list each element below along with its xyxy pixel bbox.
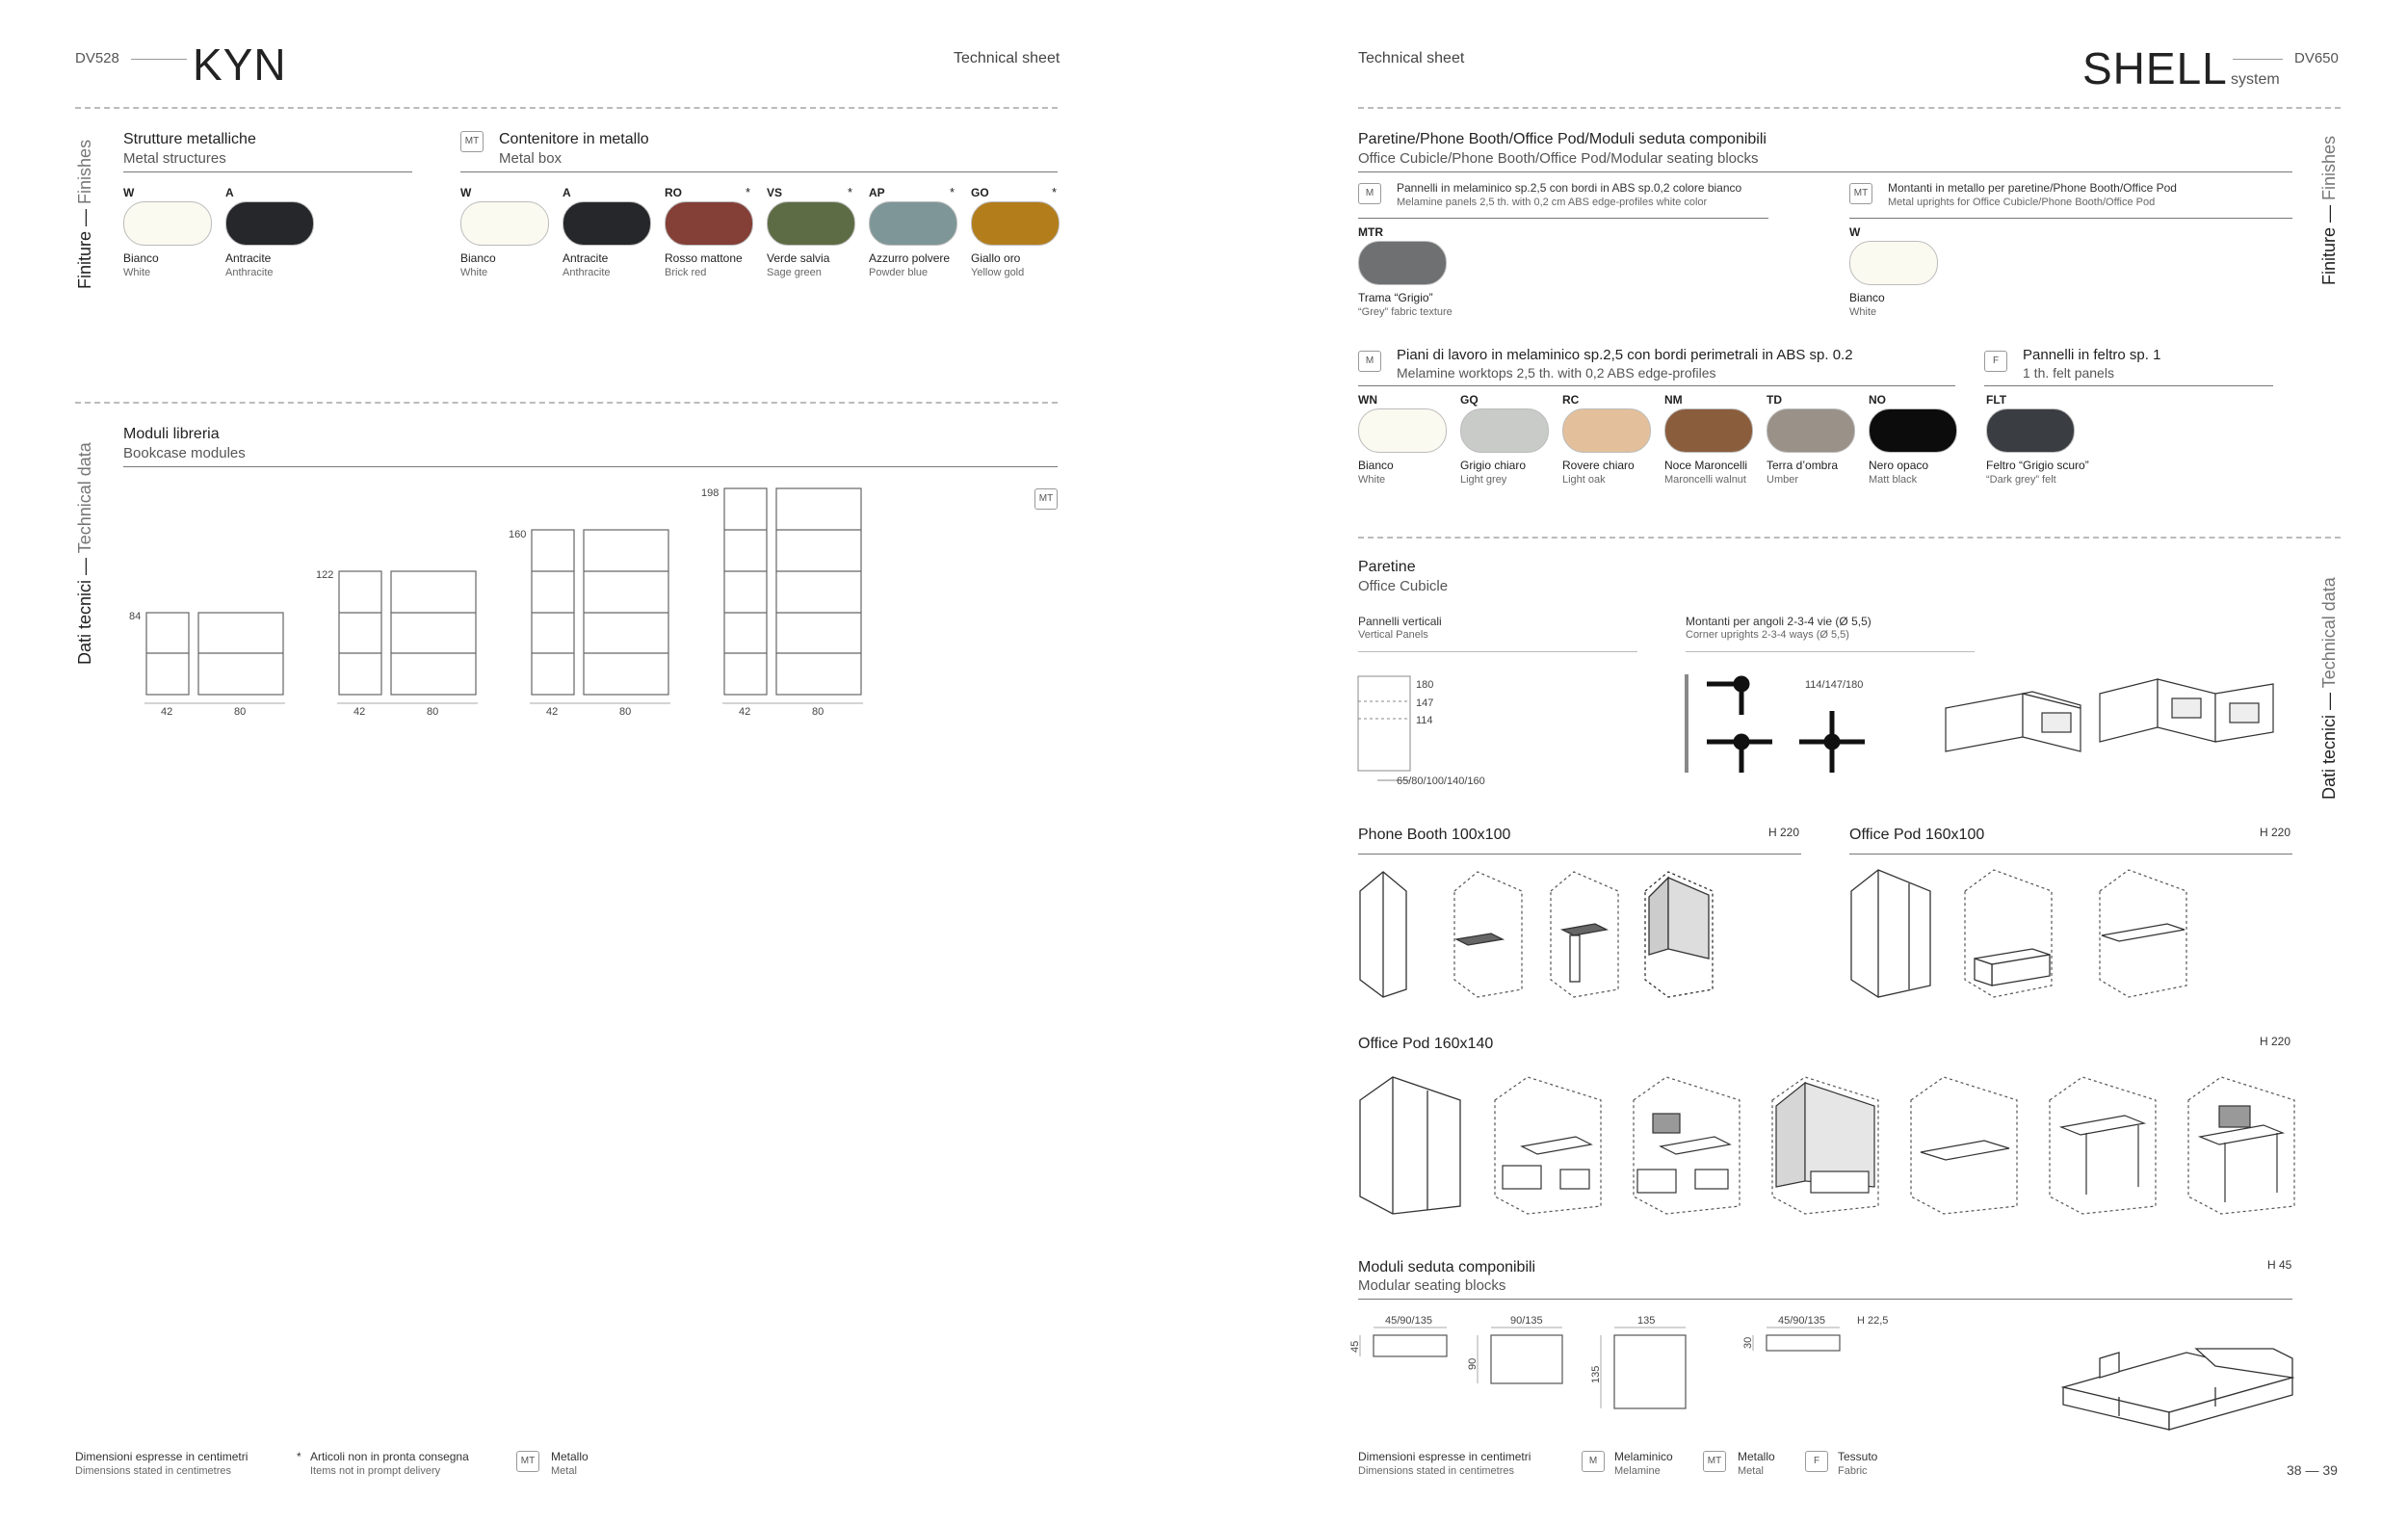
left-footer-metal-en: Metal bbox=[551, 1465, 577, 1477]
swatch-name-en: Yellow gold bbox=[971, 267, 1025, 278]
vertical-panel-shape bbox=[1358, 676, 1410, 771]
right-side-technical: Dati tecnici — Technical data bbox=[2319, 577, 2339, 800]
right-mid-divider bbox=[1358, 537, 2341, 539]
uprights-swatch-code: W bbox=[1849, 225, 1861, 239]
right-finishes-subtitle: Office Cubicle/Phone Booth/Office Pod/Modular seating blocks bbox=[1358, 150, 1759, 167]
right-footer-fabric-en: Fabric bbox=[1838, 1465, 1868, 1477]
swatch-star: * bbox=[950, 185, 955, 199]
uprights-badge: MT bbox=[1849, 183, 1872, 204]
svg-text:114: 114 bbox=[1416, 715, 1433, 726]
panels-swatch-name: Trama “Grigio” bbox=[1358, 291, 1433, 304]
swatch-name: Rovere chiaro bbox=[1562, 459, 1635, 472]
right-footer-melamine: Melaminico bbox=[1614, 1450, 1673, 1463]
right-sheet-label: Technical sheet bbox=[1358, 50, 1465, 66]
svg-text:45: 45 bbox=[1349, 1340, 1361, 1353]
swatch-name-en: White bbox=[1358, 474, 1386, 486]
left-side-finishes: Finiture — Finishes bbox=[75, 139, 94, 289]
vertical-panels-title: Pannelli verticali bbox=[1358, 615, 1442, 628]
worktops-badge: M bbox=[1358, 351, 1381, 372]
corner-uprights-subtitle: Corner uprights 2-3-4 ways (Ø 5,5) bbox=[1686, 629, 1849, 641]
panels-swatch-name-en: “Grey” fabric texture bbox=[1358, 306, 1453, 318]
swatch-name: Antracite bbox=[225, 251, 272, 265]
uprights-title: Montanti in metallo per paretine/Phone Booth/Office Pod bbox=[1888, 181, 2177, 195]
metal-box-subtitle: Metal box bbox=[499, 150, 563, 167]
swatch-code: AP bbox=[869, 186, 885, 199]
metal-structures-title: Strutture metalliche bbox=[123, 131, 256, 147]
bookcase-122-narrow bbox=[339, 571, 381, 695]
svg-text:42: 42 bbox=[739, 706, 751, 718]
swatch-name: Giallo oro bbox=[971, 251, 1021, 265]
right-top-divider bbox=[1358, 107, 2341, 109]
right-brand-sub: system bbox=[2231, 71, 2280, 88]
left-code: DV528 bbox=[75, 50, 119, 66]
swatch-code: RC bbox=[1562, 393, 1580, 407]
svg-text:30: 30 bbox=[1742, 1336, 1754, 1349]
swatch-td[interactable] bbox=[1767, 408, 1855, 453]
left-brand-title: KYN bbox=[193, 39, 287, 90]
bookcase-drawing bbox=[0, 0, 1060, 732]
right-code: DV650 bbox=[2294, 50, 2339, 66]
phone-booth-title: Phone Booth 100x100 bbox=[1358, 827, 1511, 843]
seating-drawing bbox=[1348, 1310, 2312, 1445]
right-footer-melamine-en: Melamine bbox=[1614, 1465, 1661, 1477]
bookcase-h84: 84 bbox=[129, 611, 142, 622]
svg-text:135: 135 bbox=[1637, 1315, 1656, 1327]
swatch-code: GQ bbox=[1460, 393, 1479, 407]
worktops-subtitle: Melamine worktops 2,5 th. with 0,2 ABS edge-profiles bbox=[1397, 365, 1716, 381]
swatch-name: Bianco bbox=[1358, 459, 1394, 472]
felt-swatch-name: Feltro “Grigio scuro” bbox=[1986, 459, 2089, 472]
bookcase-title: Moduli libreria bbox=[123, 426, 220, 442]
swatch-code: A bbox=[225, 186, 234, 199]
swatch-code: NM bbox=[1664, 393, 1683, 407]
left-footer-star: * bbox=[297, 1450, 301, 1463]
swatch-name: Rosso mattone bbox=[665, 251, 743, 265]
cubicle-title: Paretine bbox=[1358, 559, 1416, 575]
swatch-code: A bbox=[563, 186, 571, 199]
swatch-name: Bianco bbox=[460, 251, 496, 265]
swatch-name: Grigio chiaro bbox=[1460, 459, 1527, 472]
left-footer-metal: Metallo bbox=[551, 1450, 589, 1463]
felt-swatch-name-en: “Dark grey” felt bbox=[1986, 474, 2056, 486]
bookcase-198-narrow bbox=[724, 488, 767, 695]
panels-swatch-mtr[interactable] bbox=[1358, 241, 1447, 285]
swatch-name-en: Matt black bbox=[1869, 474, 1918, 486]
swatch-star: * bbox=[848, 185, 853, 199]
swatch-code: WN bbox=[1358, 393, 1377, 407]
right-footer-m-badge: M bbox=[1582, 1451, 1605, 1472]
svg-text:180: 180 bbox=[1416, 679, 1434, 691]
right-side-finishes: Finiture — Finishes bbox=[2319, 135, 2339, 285]
svg-text:80: 80 bbox=[812, 706, 824, 718]
uprights-swatch-white[interactable] bbox=[1849, 241, 1938, 285]
panels-title: Pannelli in melaminico sp.2,5 con bordi in ABS sp.0,2 colore bianco bbox=[1397, 181, 1742, 195]
swatch-name: Antracite bbox=[563, 251, 609, 265]
swatch-code: RO bbox=[665, 186, 682, 199]
left-footer-mt-badge: MT bbox=[516, 1451, 539, 1472]
felt-badge: F bbox=[1984, 351, 2007, 372]
phone-booth-drawing bbox=[1348, 862, 1820, 1002]
bookcase-122-wide bbox=[391, 571, 476, 695]
svg-text:65/80/100/140/160: 65/80/100/140/160 bbox=[1397, 776, 1485, 787]
bookcase-h198: 198 bbox=[701, 487, 720, 499]
seating-subtitle: Modular seating blocks bbox=[1358, 1277, 1506, 1294]
phone-booth-height: H 220 bbox=[1768, 826, 1800, 839]
swatch-nm[interactable] bbox=[1664, 408, 1753, 453]
panels-subtitle: Melamine panels 2,5 th. with 0,2 cm ABS edge-profiles white color bbox=[1397, 197, 1708, 208]
swatch-name: Terra d’ombra bbox=[1767, 459, 1839, 472]
bookcase-subtitle: Bookcase modules bbox=[123, 445, 246, 461]
left-footer-not-stock-en: Items not in prompt delivery bbox=[310, 1465, 441, 1477]
left-side-technical: Dati tecnici — Technical data bbox=[75, 442, 94, 665]
swatch-star: * bbox=[1052, 185, 1058, 199]
svg-text:42: 42 bbox=[161, 706, 173, 718]
uprights-swatch-name-en: White bbox=[1849, 306, 1877, 318]
swatch-code: TD bbox=[1767, 393, 1782, 407]
vertical-panels-subtitle: Vertical Panels bbox=[1358, 629, 1428, 641]
page-numbers: 38 — 39 bbox=[2287, 1462, 2338, 1478]
swatch-code: VS bbox=[767, 186, 783, 199]
svg-text:45/90/135: 45/90/135 bbox=[1385, 1315, 1432, 1327]
swatch-rc[interactable] bbox=[1562, 408, 1651, 453]
swatch-code: W bbox=[460, 186, 472, 199]
svg-text:42: 42 bbox=[546, 706, 559, 718]
swatch-name-en: White bbox=[123, 267, 151, 278]
swatch-star: * bbox=[746, 185, 751, 199]
right-footer-metal: Metallo bbox=[1738, 1450, 1775, 1463]
right-footer-mt-badge: MT bbox=[1703, 1451, 1726, 1472]
swatch-name-en: Light oak bbox=[1562, 474, 1606, 486]
metal-box-title: Contenitore in metallo bbox=[499, 131, 649, 147]
swatch-name-en: Brick red bbox=[665, 267, 707, 278]
cubicle-subtitle: Office Cubicle bbox=[1358, 578, 1449, 594]
swatch-wn[interactable] bbox=[1358, 408, 1447, 453]
swatch-name: Bianco bbox=[123, 251, 159, 265]
worktops-title: Piani di lavoro in melaminico sp.2,5 con bordi perimetrali in ABS sp. 0.2 bbox=[1397, 347, 1853, 363]
svg-text:45/90/135: 45/90/135 bbox=[1778, 1315, 1825, 1327]
pod-140-drawing bbox=[1348, 1069, 2312, 1219]
svg-text:147: 147 bbox=[1416, 697, 1434, 709]
pod-140-title: Office Pod 160x140 bbox=[1358, 1036, 1494, 1052]
swatch-name: Noce Maroncelli bbox=[1664, 459, 1748, 472]
right-finishes-rule bbox=[1358, 171, 2292, 172]
left-footer-dims-en: Dimensions stated in centimetres bbox=[75, 1465, 232, 1477]
pod-100-title: Office Pod 160x100 bbox=[1849, 827, 1985, 843]
right-footer-dims-en: Dimensions stated in centimetres bbox=[1358, 1465, 1515, 1477]
swatch-name: Nero opaco bbox=[1869, 459, 1929, 472]
uprights-swatch-name: Bianco bbox=[1849, 291, 1885, 304]
bookcase-h160: 160 bbox=[509, 529, 527, 540]
right-brand-title: SHELL bbox=[2082, 43, 2228, 93]
right-footer-metal-en: Metal bbox=[1738, 1465, 1764, 1477]
svg-text:42: 42 bbox=[353, 706, 366, 718]
bookcase-198-wide bbox=[776, 488, 861, 695]
swatch-name-en: Anthracite bbox=[225, 267, 274, 278]
swatch-name-en: Powder blue bbox=[869, 267, 929, 278]
swatch-name-en: Light grey bbox=[1460, 474, 1507, 486]
metal-box-badge: MT bbox=[460, 131, 484, 152]
bookcase-badge: MT bbox=[1034, 488, 1058, 510]
corner-uprights-title: Montanti per angoli 2-3-4 vie (Ø 5,5) bbox=[1686, 615, 1871, 628]
right-finishes-title: Paretine/Phone Booth/Office Pod/Moduli seduta componibili bbox=[1358, 131, 1767, 147]
swatch-gq[interactable] bbox=[1460, 408, 1549, 453]
right-code-line bbox=[2233, 59, 2283, 60]
left-footer-not-stock: Articoli non in pronta consegna bbox=[310, 1450, 469, 1463]
pod-100-height: H 220 bbox=[2260, 826, 2291, 839]
swatch-name-en: Umber bbox=[1767, 474, 1799, 486]
swatch-code: GO bbox=[971, 186, 989, 199]
svg-text:80: 80 bbox=[427, 706, 439, 718]
svg-text:135: 135 bbox=[1590, 1365, 1602, 1383]
right-footer-dims: Dimensioni espresse in centimetri bbox=[1358, 1450, 1531, 1463]
seating-title: Moduli seduta componibili bbox=[1358, 1259, 1536, 1275]
pod-140-height: H 220 bbox=[2260, 1035, 2291, 1048]
left-sheet-label: Technical sheet bbox=[954, 50, 1060, 66]
pod-100-drawing bbox=[1840, 862, 2312, 1002]
panels-badge: M bbox=[1358, 183, 1381, 204]
svg-text:90/135: 90/135 bbox=[1510, 1315, 1543, 1327]
felt-swatch-code: FLT bbox=[1986, 393, 2007, 407]
felt-title: Pannelli in feltro sp. 1 bbox=[2023, 347, 2161, 363]
panels-swatch-code: MTR bbox=[1358, 225, 1383, 239]
left-footer-dims: Dimensioni espresse in centimetri bbox=[75, 1450, 249, 1463]
swatch-name: Verde salvia bbox=[767, 251, 830, 265]
uprights-subtitle: Metal uprights for Office Cubicle/Phone Booth/Office Pod bbox=[1888, 197, 2156, 208]
swatch-name-en: Sage green bbox=[767, 267, 822, 278]
seating-height: H 45 bbox=[2267, 1258, 2292, 1272]
swatch-name-en: Maroncelli walnut bbox=[1664, 474, 1746, 486]
swatch-name-en: Anthracite bbox=[563, 267, 611, 278]
swatch-no[interactable] bbox=[1869, 408, 1957, 453]
swatch-code: NO bbox=[1869, 393, 1886, 407]
right-footer-f-badge: F bbox=[1805, 1451, 1828, 1472]
felt-swatch[interactable] bbox=[1986, 408, 2075, 453]
svg-text:H 22,5: H 22,5 bbox=[1857, 1315, 1889, 1327]
metal-structures-subtitle: Metal structures bbox=[123, 150, 226, 167]
svg-text:90: 90 bbox=[1467, 1357, 1479, 1370]
felt-subtitle: 1 th. felt panels bbox=[2023, 365, 2114, 381]
swatch-name: Azzurro polvere bbox=[869, 251, 951, 265]
svg-text:80: 80 bbox=[619, 706, 632, 718]
right-footer-fabric: Tessuto bbox=[1838, 1450, 1878, 1463]
cubicle-drawing bbox=[1348, 655, 2321, 800]
swatch-code: W bbox=[123, 186, 135, 199]
svg-text:80: 80 bbox=[234, 706, 247, 718]
swatch-name-en: White bbox=[460, 267, 488, 278]
svg-text:114/147/180: 114/147/180 bbox=[1805, 679, 1864, 691]
bookcase-h122: 122 bbox=[316, 569, 334, 581]
